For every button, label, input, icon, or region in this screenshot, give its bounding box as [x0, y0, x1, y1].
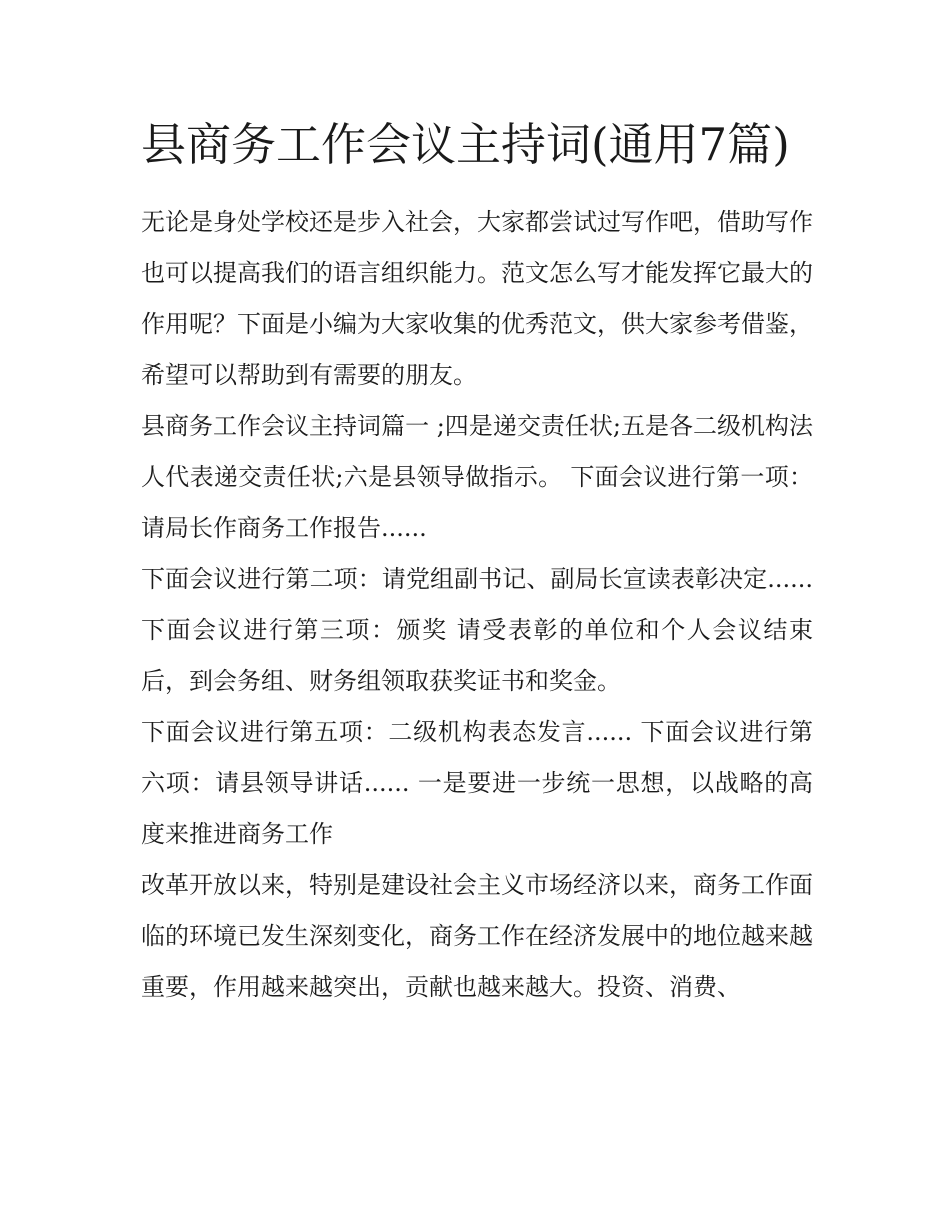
- paragraph-3: 下面会议进行第五项：二级机构表态发言...... 下面会议进行第六项：请县领导讲话...... 一是要进一步统一思想，以战略的高度来推进商务工作: [141, 718, 813, 848]
- paragraph-1: 县商务工作会议主持词篇一 ;四是递交责任状;五是各二级机构法人代表递交责任状;六是县领导做指示。 下面会议进行第一项：请局长作商务工作报告......: [141, 412, 813, 542]
- paragraph-4: 改革开放以来，特别是建设社会主义市场经济以来，商务工作面临的环境已发生深刻变化，商务工作在经济发展中的地位越来越重要，作用越来越突出，贡献也越来越大。投资、消费、: [141, 871, 813, 1001]
- paragraph-2: 下面会议进行第二项：请党组副书记、副局长宣读表彰决定...... 下面会议进行第三项：颁奖 请受表彰的单位和个人会议结束后，到会务组、财务组领取获奖证书和奖金。: [141, 565, 813, 695]
- paragraph-intro: 无论是身处学校还是步入社会，大家都尝试过写作吧，借助写作也可以提高我们的语言组织能力。范文怎么写才能发挥它最大的作用呢？下面是小编为大家收集的优秀范文，供大家参考借鉴，希望可以帮助到有需要的朋友。: [141, 208, 813, 389]
- document-title: 县商务工作会议主持词(通用7篇): [141, 118, 790, 171]
- document-body: [141, 113, 813, 1013]
